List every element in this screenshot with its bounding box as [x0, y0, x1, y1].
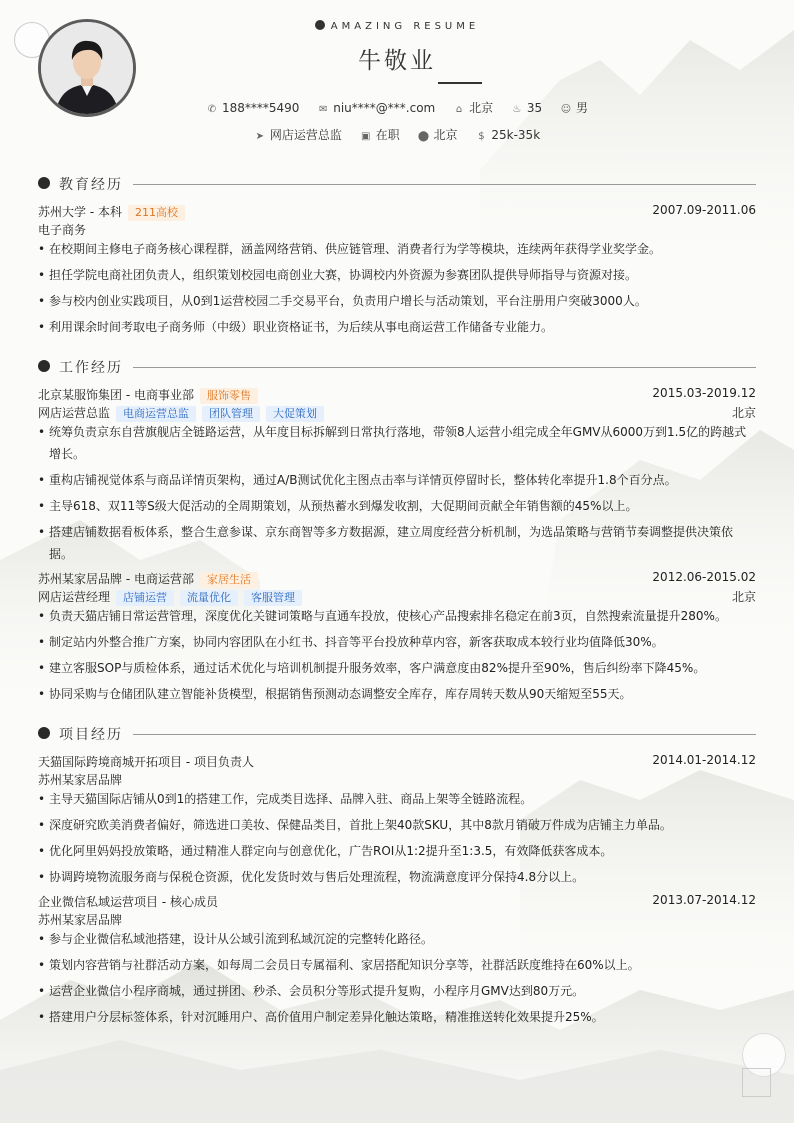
contact-info-row	[0, 99, 794, 116]
list-item: • 利用课余时间考取电子商务师（中级）职业资格证书，为后续从事电商运营工作储备专业能力。	[38, 316, 756, 338]
phone-text: 188****5490	[221, 101, 300, 115]
list-item: • 优化阿里妈妈投放策略，通过精准人群定向与创意优化，广告ROI从1:2提升至1:3.5，有效降低获客成本。	[38, 840, 756, 862]
skill-tag: 电商运营总监	[116, 406, 196, 422]
intent-city	[418, 126, 458, 143]
projects-section-header	[38, 724, 756, 744]
work-section-header	[38, 357, 756, 377]
project-org: 苏州某家居品牌	[38, 913, 123, 927]
list-item: • 制定站内外整合推广方案，协同内容团队在小红书、抖音等平台投放种草内容，新客获取成本较行业均值降低30%。	[38, 631, 756, 653]
resume-tagline	[0, 20, 794, 32]
education-entry-header	[38, 202, 756, 220]
contact-gender	[560, 99, 588, 116]
job-dates: 2012.06-2015.02	[652, 570, 756, 584]
candidate-name: 牛敬业	[358, 48, 436, 74]
education-section-header	[38, 174, 756, 194]
skill-tag: 店铺运营	[116, 590, 174, 606]
job-2-header	[38, 569, 756, 587]
section-title: 教育经历	[59, 177, 123, 193]
project-2-header	[38, 892, 756, 910]
job-2-role-row	[38, 587, 756, 605]
project-2-bullets	[38, 928, 756, 1032]
list-item: • 建立客服SOP与质检体系，通过话术优化与培训机制提升服务效率，客户满意度由82%提升至90%，售后纠纷率下降45%。	[38, 657, 756, 679]
job-role: 网店运营经理	[38, 590, 111, 604]
home-icon: ⌂	[455, 104, 463, 115]
skill-tag: 流量优化	[180, 590, 238, 606]
list-item: • 在校期间主修电子商务核心课程群，涵盖网络营销、供应链管理、消费者行为学等模块，连续两年获得学业奖学金。	[38, 238, 756, 260]
contact-email	[317, 101, 435, 115]
project-name: 天猫国际跨境商城开拓项目 - 项目负责人	[38, 755, 254, 769]
job-1-bullets	[38, 421, 756, 569]
age-text: 35	[526, 101, 543, 115]
school-tag: 211高校	[128, 205, 185, 221]
list-item: • 协同采购与仓储团队建立智能补货模型，根据销售预测动态调整安全库存，库存周转天数从90天缩短至55天。	[38, 683, 756, 705]
list-item: • 策划内容营销与社群活动方案，如每周二会员日专属福利、家居搭配知识分享等，社群活跃度维持在60%以上。	[38, 954, 756, 976]
email-text: niu****@***.com	[333, 101, 436, 115]
salary-text: 25k-35k	[491, 128, 541, 142]
section-bullet-icon	[38, 360, 50, 372]
section-bullet-icon	[38, 177, 50, 189]
education-major-row	[38, 220, 756, 238]
send-icon: ➤	[255, 131, 265, 142]
section-title: 项目经历	[59, 727, 123, 743]
project-1-org-row	[38, 770, 756, 788]
major: 电子商务	[38, 223, 87, 237]
list-item: • 重构店铺视觉体系与商品详情页架构，通过A/B测试优化主图点击率与详情页停留时长，整体转化率提升1.8个百分点。	[38, 469, 756, 491]
project-2-org-row	[38, 910, 756, 928]
skill-tag: 团队管理	[202, 406, 260, 422]
project-1-header	[38, 752, 756, 770]
mail-icon: ✉	[319, 104, 328, 115]
list-item: • 深度研究欧美消费者偏好，筛选进口美妆、保健品类目，首批上架40款SKU，其中8款月销破万件成为店铺主力单品。	[38, 814, 756, 836]
contact-age	[511, 101, 542, 115]
cake-icon: ♨	[512, 104, 522, 115]
list-item: • 主导天猫国际店铺从0到1的搭建工作，完成类目选择、品牌入驻、商品上架等全链路流程。	[38, 788, 756, 810]
job-1-role-row	[38, 403, 756, 421]
list-item: • 运营企业微信小程序商城，通过拼团、秒杀、会员积分等形式提升复购，小程序月GMV达到80万元。	[38, 980, 756, 1002]
salary-icon: $	[478, 131, 485, 142]
job-city: 北京	[731, 590, 756, 604]
intent-status	[360, 126, 400, 143]
list-item: • 参与校内创业实践项目，从0到1运营校园二手交易平台，负责用户增长与活动策划，平台注册用户突破3000人。	[38, 290, 756, 312]
job-2-bullets	[38, 605, 756, 709]
job-city: 北京	[731, 406, 756, 420]
skill-tag: 客服管理	[244, 590, 302, 606]
intent-position	[254, 126, 342, 143]
decorative-seal	[742, 1068, 771, 1097]
list-item: • 负责天猫店铺日常运营管理，深度优化关键词策略与直通车投放，使核心产品搜索排名稳定在前3页，自然搜索流量提升280%。	[38, 605, 756, 627]
skill-tag: 大促策划	[266, 406, 324, 422]
briefcase-icon: ▣	[360, 131, 371, 142]
project-org: 苏州某家居品牌	[38, 773, 123, 787]
gender-icon: ☺	[560, 104, 572, 115]
section-title: 工作经历	[59, 360, 123, 376]
city-text: 北京	[433, 128, 458, 142]
job-intent-row	[0, 126, 794, 143]
name-underline	[438, 82, 482, 84]
job-dates: 2015.03-2019.12	[652, 386, 756, 400]
company-name: 北京某服饰集团 - 电商事业部	[38, 388, 194, 402]
intent-salary	[475, 128, 540, 142]
section-divider	[133, 367, 756, 368]
project-1-bullets	[38, 788, 756, 892]
job-role: 网店运营总监	[38, 406, 111, 420]
tagline-text: AMAZING RESUME	[330, 21, 480, 32]
section-bullet-icon	[38, 727, 50, 739]
status-text: 在职	[375, 128, 400, 142]
contact-location	[453, 99, 493, 116]
list-item: • 参与企业微信私域池搭建，设计从公域引流到私域沉淀的完整转化路径。	[38, 928, 756, 950]
education-bullets	[38, 238, 756, 342]
list-item: • 统筹负责京东自营旗舰店全链路运营，从年度目标拆解到日常执行落地，带领8人运营小组完成全年GMV从6000万到1.5亿的跨越式增长。	[38, 421, 756, 465]
section-divider	[133, 734, 756, 735]
contact-phone	[206, 101, 299, 115]
project-name: 企业微信私域运营项目 - 核心成员	[38, 895, 218, 909]
job-1-header	[38, 385, 756, 403]
company-name: 苏州某家居品牌 - 电商运营部	[38, 572, 194, 586]
industry-tag: 家居生活	[200, 572, 258, 588]
list-item: • 主导618、双11等S级大促活动的全周期策划，从预热蓄水到爆发收割，大促期间贡献全年销售额的45%以上。	[38, 495, 756, 517]
ink-drop-icon	[315, 20, 325, 30]
list-item: • 搭建店铺数据看板体系，整合生意参谋、京东商智等多方数据源，建立周度经营分析机制，为选品策略与营销节奏调整提供决策依据。	[38, 521, 756, 565]
list-item: • 协调跨境物流服务商与保税仓资源，优化发货时效与售后处理流程，物流满意度评分保持4.8分以上。	[38, 866, 756, 888]
location-pin-icon: ⬤	[417, 131, 430, 142]
project-dates: 2014.01-2014.12	[652, 753, 756, 767]
position-text: 网店运营总监	[269, 128, 342, 142]
list-item: • 搭建用户分层标签体系，针对沉睡用户、高价值用户制定差异化触达策略，精准推送转化效果提升25%。	[38, 1006, 756, 1028]
gender-text: 男	[576, 101, 589, 115]
phone-icon: ✆	[207, 104, 217, 115]
location-text: 北京	[469, 101, 494, 115]
project-dates: 2013.07-2014.12	[652, 893, 756, 907]
education-dates: 2007.09-2011.06	[652, 203, 756, 217]
section-divider	[133, 184, 756, 185]
list-item: • 担任学院电商社团负责人，组织策划校园电商创业大赛，协调校内外资源为参赛团队提供导师指导与资源对接。	[38, 264, 756, 286]
school-name: 苏州大学 - 本科	[38, 205, 122, 219]
industry-tag: 服饰零售	[200, 388, 258, 404]
